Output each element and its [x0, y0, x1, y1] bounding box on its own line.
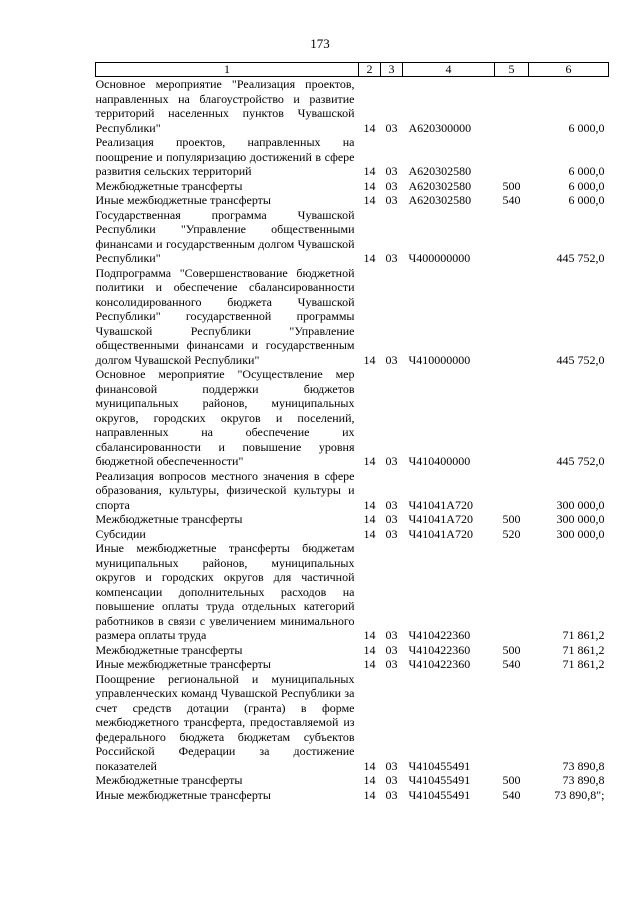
row-subsection: 03 [385, 512, 398, 526]
page-number: 173 [310, 36, 330, 51]
row-subsection: 03 [385, 193, 398, 207]
row-target-code: Ч410422360 [408, 628, 471, 642]
row-subsection: 03 [385, 526, 398, 541]
row-expense-type [495, 77, 529, 136]
row-amount: 73 890,8"; [554, 787, 605, 802]
row-name: Межбюджетные трансферты [95, 642, 243, 657]
row-expense-type [495, 266, 529, 368]
row-expense-type [495, 367, 529, 469]
row-amount: 445 752,0 [556, 454, 605, 468]
row-target-code: Ч410000000 [408, 352, 471, 367]
row-name: Иные межбюджетные трансферты [95, 787, 271, 802]
row-expense-type: 540 [502, 193, 521, 207]
row-expense-type [495, 208, 529, 266]
row-subsection: 03 [385, 758, 398, 773]
table-body [96, 77, 609, 803]
row-target-code: Ч41041А720 [408, 512, 473, 526]
row-section: 14 [363, 454, 376, 468]
row-amount: 6 000,0 [568, 120, 605, 135]
row-expense-type: 540 [502, 657, 521, 671]
header-col-2: 2 [359, 63, 381, 77]
row-name: Субсидии [95, 526, 146, 541]
table-row [96, 193, 609, 208]
row-target-code: Ч410455491 [408, 758, 471, 773]
table-row [96, 672, 609, 774]
row-amount: 300 000,0 [556, 512, 605, 526]
row-target-code: Ч41041А720 [408, 526, 473, 541]
row-amount: 445 752,0 [556, 352, 605, 367]
table-row [96, 266, 609, 368]
row-section: 14 [363, 178, 376, 193]
row-name: Реализация вопросов местного значения в сфере образования, культуры, физической культуры и спорта [95, 468, 355, 512]
row-section: 14 [363, 526, 376, 541]
header-col-5: 5 [495, 63, 529, 77]
row-section: 14 [363, 628, 376, 642]
row-subsection: 03 [385, 497, 398, 512]
row-section: 14 [363, 642, 376, 657]
row-name: Иные межбюджетные трансферты [95, 657, 271, 671]
row-expense-type [495, 541, 529, 643]
row-target-code: Ч410455491 [408, 787, 471, 802]
row-amount: 73 890,8 [562, 758, 605, 773]
row-expense-type: 520 [502, 526, 521, 541]
row-subsection: 03 [385, 178, 398, 193]
row-name: Иные межбюджетные трансферты [95, 193, 271, 207]
row-subsection: 03 [385, 773, 398, 787]
header-col-1: 1 [96, 63, 359, 77]
table-row [96, 512, 609, 527]
row-target-code: А620302580 [408, 178, 472, 193]
row-subsection: 03 [385, 164, 398, 178]
row-section: 14 [363, 164, 376, 178]
table-row [96, 208, 609, 266]
row-expense-type [495, 135, 529, 179]
row-section: 14 [363, 657, 376, 671]
table-header [96, 63, 609, 77]
table-row [96, 77, 609, 136]
row-target-code: А620302580 [408, 164, 472, 178]
row-name: Поощрение региональной и муниципальных управленческих команд Чувашской Республики за счет средств дотации (гранта) в форме межбюджетного трансферта, предоставляемой из федерального бюджета бюджетам субъектов Российской Федерации за достижение показателей [95, 671, 355, 773]
row-subsection: 03 [385, 251, 398, 265]
row-amount: 71 861,2 [562, 628, 605, 642]
row-name: Основное мероприятие "Осуществление мер финансовой поддержки бюджетов муниципальных районов, муниципальных округов, городских округов и поселений, направленных на обеспечение их сбалансированности и повышение уровня бюджетной обеспеченности" [95, 367, 355, 468]
row-target-code: Ч410400000 [408, 454, 471, 468]
row-name: Подпрограмма "Совершенствование бюджетной политики и обеспечение сбалансированности консолидированного бюджета Чувашской Республики" государственной программы Чувашской Республики "Управление общественными финансами и государственным долгом Чувашской Республики" [95, 265, 355, 367]
table-row [96, 469, 609, 513]
row-subsection: 03 [385, 628, 398, 642]
row-section: 14 [363, 251, 376, 265]
row-section: 14 [363, 120, 376, 135]
row-name: Реализация проектов, направленных на поощрение и популяризацию достижений в сфере развития сельских территорий [95, 135, 355, 178]
row-subsection: 03 [385, 120, 398, 135]
row-target-code: Ч410422360 [408, 657, 471, 671]
row-name: Иные межбюджетные трансферты бюджетам муниципальных районов, муниципальных округов и городских округов для частичной компенсации дополнительных расходов на повышение оплаты труда отдельных категорий работников в связи с увеличением минимального размера оплаты труда [95, 541, 355, 642]
row-expense-type: 500 [502, 642, 521, 657]
row-amount: 6 000,0 [568, 178, 605, 193]
row-subsection: 03 [385, 352, 398, 367]
row-name: Основное мероприятие "Реализация проектов, направленных на благоустройство и развитие территорий населенных пунктов Чувашской Республики" [95, 77, 355, 135]
header-col-3: 3 [381, 63, 403, 77]
row-target-code: Ч410422360 [408, 642, 471, 657]
row-section: 14 [363, 497, 376, 512]
row-amount: 6 000,0 [568, 193, 605, 207]
row-name: Государственная программа Чувашской Республики "Управление общественными финансами и государственным долгом Чувашской Республики" [95, 207, 355, 265]
row-expense-type: 540 [502, 787, 521, 802]
row-section: 14 [363, 193, 376, 207]
row-target-code: А620302580 [408, 193, 472, 207]
table-row [96, 643, 609, 658]
row-section: 14 [363, 512, 376, 526]
row-target-code: Ч410455491 [408, 773, 471, 787]
table-row [96, 788, 609, 803]
table-row [96, 367, 609, 469]
row-expense-type: 500 [502, 773, 521, 787]
budget-table [95, 62, 609, 802]
header-col-6: 6 [529, 63, 609, 77]
row-target-code: Ч41041А720 [408, 497, 473, 512]
row-amount: 445 752,0 [556, 251, 605, 265]
table-row [96, 541, 609, 643]
header-col-4: 4 [403, 63, 495, 77]
row-subsection: 03 [385, 787, 398, 802]
row-section: 14 [363, 758, 376, 773]
row-subsection: 03 [385, 642, 398, 657]
row-name: Межбюджетные трансферты [95, 773, 243, 787]
row-section: 14 [363, 773, 376, 787]
row-target-code: А620300000 [408, 120, 472, 135]
table-row [96, 135, 609, 179]
row-expense-type [495, 672, 529, 774]
row-section: 14 [363, 352, 376, 367]
row-subsection: 03 [385, 657, 398, 671]
row-name: Межбюджетные трансферты [95, 178, 243, 193]
row-amount: 300 000,0 [556, 497, 605, 512]
row-target-code: Ч400000000 [408, 251, 471, 265]
row-amount: 73 890,8 [562, 773, 605, 787]
table-row [96, 657, 609, 672]
row-section: 14 [363, 787, 376, 802]
row-amount: 71 861,2 [562, 657, 605, 671]
row-expense-type: 500 [502, 512, 521, 526]
row-name: Межбюджетные трансферты [95, 512, 243, 526]
table-row [96, 527, 609, 542]
table-row [96, 773, 609, 788]
row-amount: 6 000,0 [568, 164, 605, 178]
header-row [96, 63, 609, 77]
row-expense-type [495, 469, 529, 513]
table-row [96, 179, 609, 194]
row-amount: 71 861,2 [562, 642, 605, 657]
row-expense-type: 500 [502, 178, 521, 193]
row-amount: 300 000,0 [556, 526, 605, 541]
row-subsection: 03 [385, 454, 398, 468]
